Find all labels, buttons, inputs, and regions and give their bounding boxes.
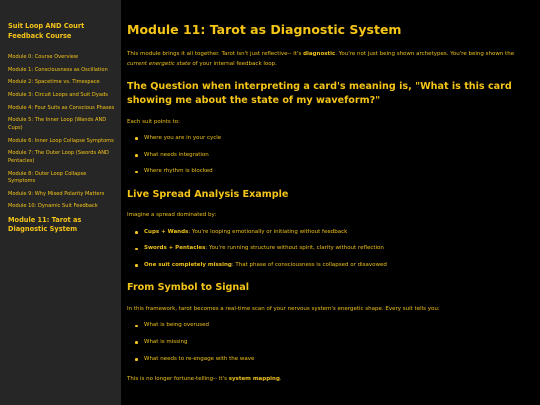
section-heading-question: The Question when interpreting a card's meaning is, "What is this card showing me about the state of my waveform?": [127, 80, 512, 106]
nav-item-module-5[interactable]: Module 5: The Inner Loop (Wands AND Cups): [8, 117, 107, 131]
nav-item-module-2[interactable]: Module 2: Spacetime vs. Timespace: [8, 79, 100, 86]
section-lead-framework: In this framework, tarot becomes a real-time scan of your nervous system's energetic shape. Every suit tells you:: [127, 306, 440, 313]
outro-text: This is no longer fortune-telling-- it's: [127, 375, 229, 382]
nav-item-module-7[interactable]: Module 7: The Outer Loop (Swords AND Pentacles): [8, 150, 109, 164]
list-item-bold: Cups + Wands: [144, 228, 189, 235]
nav-item-module-9[interactable]: Module 9: Why Mixed Polarity Matters: [8, 190, 105, 197]
nav-item-module-0[interactable]: Module 0: Course Overview: [8, 54, 79, 61]
nav-item-module-3[interactable]: Module 3: Circuit Loops and Suit Dyads: [8, 92, 108, 99]
sidebar: [0, 0, 121, 405]
list-item: [127, 229, 535, 236]
section-heading-live-spread: Live Spread Analysis Example: [127, 188, 289, 200]
outro-bold: system mapping: [228, 375, 280, 382]
course-title: Suit Loop AND Court Feedback Course: [8, 22, 85, 40]
suit-points-list: [127, 135, 535, 175]
section-lead-spread: Imagine a spread dominated by:: [127, 212, 217, 219]
section-lead-suits: Each suit points to:: [127, 118, 180, 125]
spread-list: [127, 229, 535, 269]
list-item-bold: Swords + Pentacles: [144, 245, 206, 252]
page-title: Module 11: Tarot as Diagnostic System: [127, 22, 402, 37]
nav-item-module-6[interactable]: Module 6: Inner Loop Collapse Symptoms: [8, 137, 114, 144]
nav-item-module-4[interactable]: Module 4: Four Suits as Conscious Phases: [8, 104, 115, 111]
intro-text-3: of your internal feedback loop.: [190, 60, 277, 67]
list-item: [127, 245, 535, 252]
list-item: What needs integration: [127, 152, 535, 159]
nav-item-module-8[interactable]: Module 8: Outer Loop Collapse Symptoms: [8, 170, 87, 185]
nav-item-module-11-active[interactable]: Module 11: Tarot as Diagnostic System: [8, 216, 82, 234]
list-item: What is missing: [127, 339, 535, 346]
list-item-text: : That phase of consciousness is collapsed or disavowed: [231, 262, 387, 269]
nav-item-module-10[interactable]: Module 10: Dynamic Suit Feedback: [8, 203, 98, 210]
list-item: Where you are in your cycle: [127, 135, 535, 142]
section-heading-symbol-signal: From Symbol to Signal: [127, 282, 250, 294]
main-content: [127, 22, 535, 405]
intro-paragraph: [127, 50, 535, 69]
signal-list: [127, 322, 535, 362]
outro-paragraph: [127, 375, 535, 384]
list-item-text: : You're looping emotionally or initiating without feedback: [188, 228, 348, 235]
outro-end: .: [279, 375, 282, 382]
list-item: What is being overused: [127, 322, 535, 329]
intro-text-1: This module brings it all together. Tarot isn't just reflective-- it's: [127, 51, 304, 58]
nav-item-module-1[interactable]: Module 1: Consciousness as Oscillation: [8, 66, 108, 73]
list-item: What needs to re-engage with the wave: [127, 356, 535, 363]
intro-bold-diagnostic: diagnostic: [303, 51, 336, 58]
list-item-bold: One suit completely missing: [144, 262, 232, 269]
list-item: Where rhythm is blocked: [127, 168, 535, 175]
intro-italic-state: current energetic state: [127, 60, 191, 67]
list-item: [127, 262, 535, 269]
intro-text-2: . You're not just being shown archetypes. You're being shown the: [335, 51, 515, 58]
list-item-text: : You're running structure without spirit, clarity without reflection: [205, 245, 384, 252]
